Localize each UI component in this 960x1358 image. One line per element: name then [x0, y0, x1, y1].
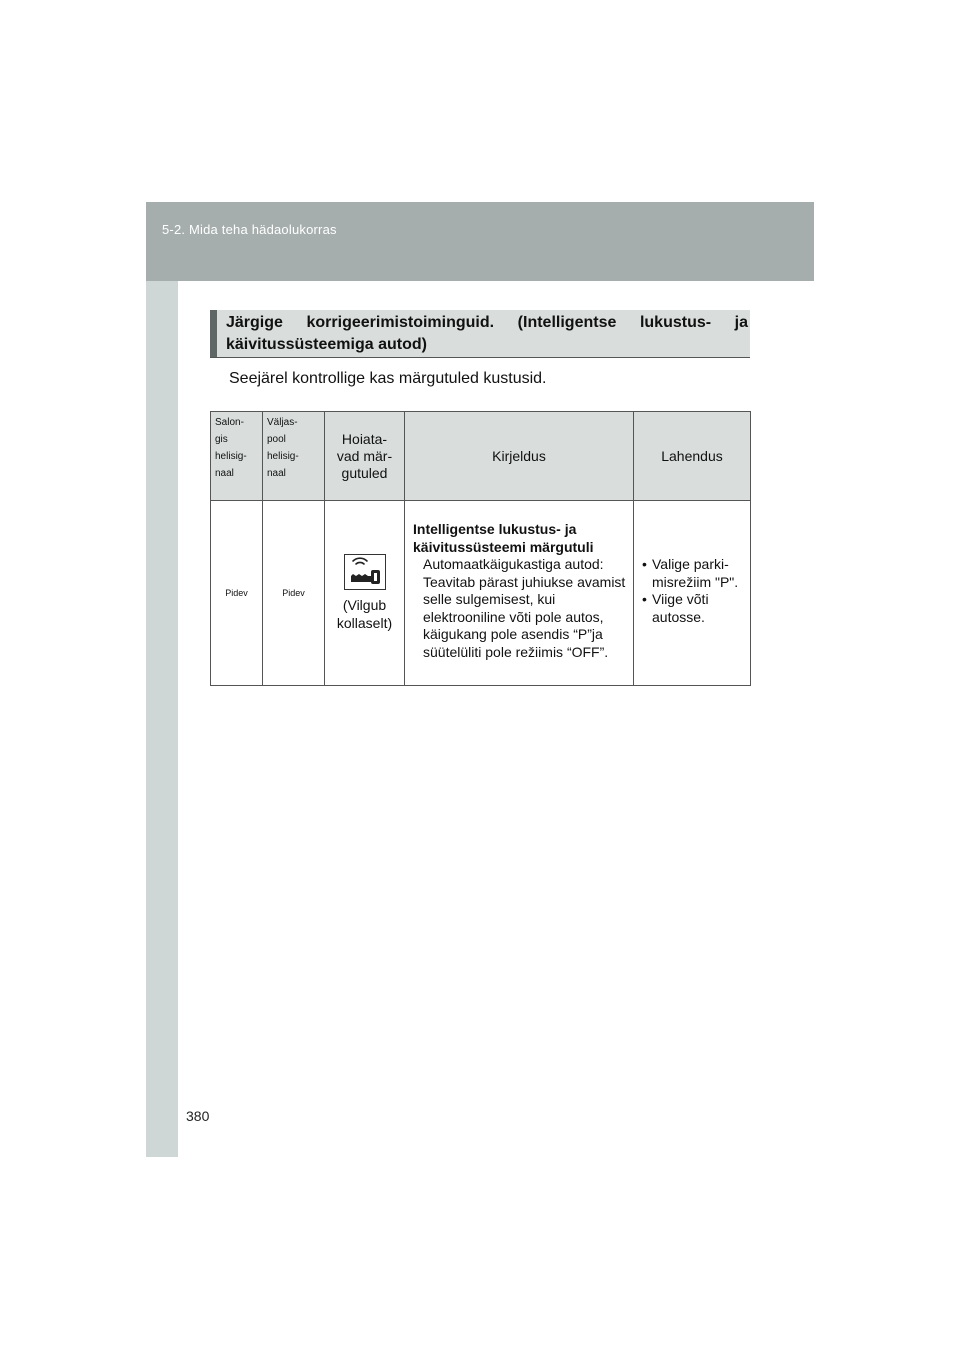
description-body: Automaatkäigukastiga autod: Teavitab pärast juhiukse avamist selle sulgemisest, kui elektrooniline võti pole autos, käigukang pole asendis “P”ja süütelüliti pole režiimis “OFF”.: [423, 556, 626, 660]
smart-key-indicator-icon: [344, 554, 386, 590]
chapter-header-band: [146, 202, 814, 281]
table-row: [211, 501, 751, 686]
solution-cell: [634, 501, 751, 686]
solution-item: [642, 556, 746, 591]
warning-light-caption: (Vilgub kollaselt): [336, 597, 393, 631]
solution-text: Valige parki-misrežiim "P".: [652, 556, 739, 590]
column-header-interior-buzzer: Salon- gis helisig- naal: [211, 412, 263, 501]
intro-text: Seejärel kontrollige kas märgutuled kustusid.: [229, 370, 547, 387]
page-side-strip: [146, 202, 178, 1157]
solution-item: [642, 591, 746, 626]
solution-text: Viige võti autosse.: [652, 591, 709, 625]
warning-indicator-table: [210, 411, 751, 686]
column-header-description: Kirjeldus: [405, 412, 634, 501]
exterior-buzzer-cell: Pidev: [263, 501, 325, 686]
bullet-icon: •: [642, 591, 647, 607]
table-header-row: [211, 412, 751, 501]
description-title: Intelligentse lukustus- ja käivitussüsteemi märgutuli: [413, 521, 594, 555]
bullet-icon: •: [642, 556, 647, 572]
section-heading-bar: [210, 310, 217, 357]
warning-light-cell: [325, 501, 405, 686]
chapter-section-label: 5-2. Mida teha hädaolukorras: [162, 222, 337, 237]
interior-buzzer-cell: Pidev: [211, 501, 263, 686]
section-heading-box: [210, 310, 750, 358]
section-heading-title: Järgige korrigeerimistoiminguid. (Intelligentse lukustus- ja käivitussüsteemiga autod): [226, 314, 748, 353]
column-header-warning-lights: Hoiata- vad mär- gutuled: [325, 412, 405, 501]
page-number: 380: [186, 1108, 210, 1124]
column-header-solution: Lahendus: [634, 412, 751, 501]
column-header-exterior-buzzer: Väljas- pool helisig- naal: [263, 412, 325, 501]
description-cell: [405, 501, 634, 686]
